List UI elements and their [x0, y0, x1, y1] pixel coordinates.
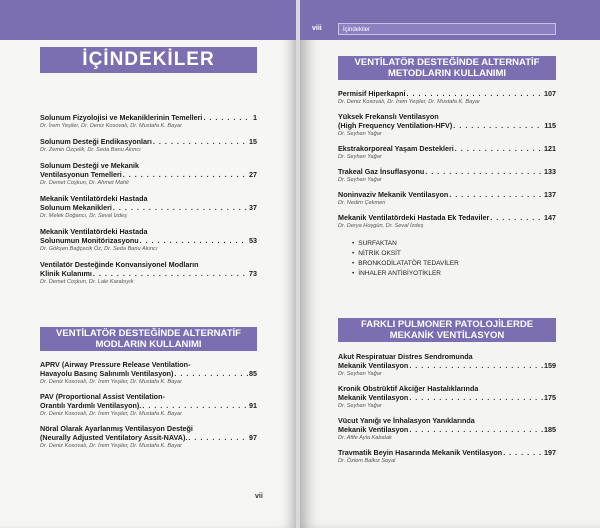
toc-page-number: 27 [249, 170, 257, 179]
toc-page-number: 73 [249, 269, 257, 278]
toc-page-number: 1 [253, 113, 257, 122]
toc-entry-row [40, 170, 257, 179]
dot-leader [503, 448, 543, 457]
toc-entry-row [338, 167, 556, 176]
dot-leader [490, 213, 543, 222]
right-page [300, 0, 600, 528]
toc-entry-title: Permisif Hiperkapni [338, 89, 406, 98]
toc-entry [338, 144, 556, 161]
toc-entry-row [338, 361, 556, 370]
toc-entry-title: APRV (Airway Pressure Release Ventilation- [40, 360, 191, 369]
toc-entry [338, 89, 556, 106]
toc-entry-authors: Dr. Deniz Kosovalı, Dr. İrem Yeşiler, Dr. Mustafa K. Bayar [40, 411, 182, 417]
toc-entry-row [40, 433, 257, 442]
toc-list [40, 113, 257, 293]
toc-entry-authors: Dr. Deniz Kosovalı, Dr. İrem Yeşiler, Dr. Mustafa K. Bayar [40, 379, 182, 385]
toc-entry [338, 213, 556, 230]
dot-leader [453, 121, 543, 130]
toc-entry-row [338, 190, 556, 199]
toc-page-number: 137 [544, 190, 556, 199]
toc-entry-title: Mekanik Ventilasyon [338, 361, 409, 370]
toc-entry-title: (High Frequency Ventilation-HFV) [338, 121, 453, 130]
dot-leader [203, 113, 252, 122]
toc-entry [338, 384, 556, 410]
toc-page-number: 133 [544, 167, 556, 176]
bullet-item: • SURFAKTAN [352, 239, 552, 249]
toc-entry [338, 352, 556, 378]
toc-entry-row [338, 89, 556, 98]
toc-page-number: 159 [544, 361, 556, 370]
toc-entry-title: Akut Respiratuar Distres Sendromunda [338, 352, 473, 361]
toc-entry-title: Solunum Desteği ve Mekanik [40, 161, 140, 170]
toc-entry-title: Kronik Obstrüktif Akciğer Hastalıklarında [338, 384, 479, 393]
toc-entry-title: Ventilatör Desteğinde Konvansiyonel Modların [40, 260, 199, 269]
toc-list [338, 89, 556, 236]
toc-entry-title: Solunum Mekanikleri [40, 203, 112, 212]
toc-entry-title: (Neurally Adjusted Ventilatory Assit-NAVA). [40, 433, 188, 442]
toc-entry-authors: Dr. Özlem Balkız Soyal [338, 458, 396, 464]
bullet-item: • BRONKODİLATATÖR TEDAVİLER [352, 259, 552, 269]
toc-entry [40, 424, 257, 450]
section-heading-line1: VENTİLATÖR DESTEĞİNDE ALTERNATİF [56, 328, 241, 339]
toc-entry-title: Klinik Kulanımı [40, 269, 92, 278]
toc-entry-row [338, 144, 556, 153]
toc-entry-title: Mekanik Ventilatördeki Hastada [40, 227, 148, 236]
toc-entry [40, 194, 257, 220]
toc-entry-title: Vücut Yanığı ve İnhalasyon Yanıklarında [338, 416, 475, 425]
page-title: İÇİNDEKİLER [40, 47, 257, 73]
toc-page-number: 15 [249, 137, 257, 146]
toc-entry-title: Orantılı Yardımlı Ventilasyon). [40, 401, 142, 410]
toc-entry-title: Trakeal Gaz İnsuflasyonu [338, 167, 425, 176]
toc-page-number: 85 [249, 369, 257, 378]
bullet-item: • İNHALER ANTİBİYOTİKLER [352, 269, 552, 279]
toc-entry-row [338, 448, 556, 457]
toc-entry-title: Yüksek Frekanslı Ventilasyon [338, 112, 439, 121]
toc-entry-title: Solunumun Monitörizasyonu [40, 236, 139, 245]
section-heading-line2: METODLARIN KULLANIMI [387, 68, 507, 79]
toc-entry-title: PAV (Proportional Assist Ventilation- [40, 392, 165, 401]
dot-leader [153, 137, 248, 146]
running-header: İçindekiler [338, 23, 556, 35]
toc-entry-title: Mekanik Ventilasyon [338, 393, 409, 402]
toc-entry-title: Nöral Olarak Ayarlanmış Ventilasyon Desteği [40, 424, 193, 433]
toc-entry-authors: Dr. Zemin Özçelik, Dr. Seda Banu Akıncı [40, 147, 141, 153]
toc-page-number: 197 [544, 448, 556, 457]
toc-entry-authors: Dr. Seyhan Yağar [338, 131, 382, 137]
toc-list [40, 360, 257, 456]
toc-entry [338, 416, 556, 442]
dot-leader [455, 144, 543, 153]
toc-page-number: 37 [249, 203, 257, 212]
toc-entry-authors: Dr. Nedim Çekmen [338, 200, 386, 206]
section-heading-line1: VENTİLATÖR DESTEĞİNDE ALTERNATİF [354, 57, 540, 68]
toc-page-number: 147 [544, 213, 556, 222]
toc-page-number: 97 [249, 433, 257, 442]
toc-entry [40, 113, 257, 130]
header-page-number: viii [312, 25, 322, 32]
toc-entry-authors: Dr. Seyhan Yağar [338, 154, 382, 160]
toc-entry-title: Havayolu Basınç Salınımlı Ventilasyon) [40, 369, 174, 378]
toc-entry-title: Ventilasyonun Temelleri [40, 170, 122, 179]
dot-leader [93, 269, 248, 278]
toc-entry-authors: Dr. Gökşen Bağçecik Öz, Dr. Seda Banu Akıncı [40, 246, 158, 252]
toc-entry [40, 137, 257, 154]
toc-entry-title: Mekanik Ventilatördeki Hastada [40, 194, 148, 203]
toc-entry [338, 448, 556, 465]
toc-entry [338, 112, 556, 138]
toc-page-number: 91 [249, 401, 257, 410]
dot-leader [142, 401, 248, 410]
toc-entry-authors: Dr. Derya Hoşgün, Dr. Seval İzdeş [338, 223, 424, 229]
toc-page-number: 115 [544, 121, 556, 130]
dot-leader [174, 369, 248, 378]
toc-page-number: 175 [544, 393, 556, 402]
dot-leader [188, 433, 248, 442]
toc-entry-row [40, 269, 257, 278]
dot-leader [140, 236, 248, 245]
toc-entry [40, 392, 257, 418]
toc-entry-title: Ekstrakorporeal Yaşam Destekleri [338, 144, 454, 153]
section-heading [338, 318, 556, 342]
toc-entry-title: Noninvaziv Mekanik Ventilasyon [338, 190, 449, 199]
toc-entry-authors: Dr. Demet Coşkun, Dr. Lale Karabıyık [40, 279, 134, 285]
page-number: vii [255, 493, 263, 500]
dot-leader [113, 203, 248, 212]
toc-entry-authors: Dr. İrem Yeşiler, Dr. Deniz Kosovalı, Dr. Mustafa K. Bayar [40, 123, 182, 129]
toc-entry-row [338, 393, 556, 402]
toc-entry [40, 260, 257, 286]
toc-entry-row [338, 121, 556, 130]
toc-entry [338, 167, 556, 184]
section-heading-line2: MODLARIN KULLANIMI [95, 339, 202, 350]
toc-entry-row [40, 203, 257, 212]
dot-leader [407, 89, 543, 98]
toc-entry-row [338, 213, 556, 222]
toc-entry-authors: Dr. Deniz Kosovalı, Dr. İrem Yeşiler, Dr. Mustafa K. Bayar [40, 443, 182, 449]
toc-entry [40, 227, 257, 253]
toc-entry-row [40, 369, 257, 378]
toc-entry-authors: Dr. Seyhan Yağar [338, 177, 382, 183]
dot-leader [123, 170, 248, 179]
toc-entry [338, 190, 556, 207]
section-heading [338, 56, 556, 80]
toc-entry-row [40, 401, 257, 410]
toc-entry-title: Solunum Desteği Endikasyonları [40, 137, 152, 146]
toc-entry-title: Solunum Fizyolojisi ve Mekaniklerinin Temelleri [40, 113, 203, 122]
dot-leader [449, 190, 543, 199]
dot-leader [409, 393, 543, 402]
section-heading-line2: MEKANİK VENTİLASYON [389, 330, 505, 341]
dot-leader [409, 425, 543, 434]
toc-entry-authors: Dr. Demet Coşkun, Dr. Ahmet Mahli [40, 180, 129, 186]
toc-entry [40, 360, 257, 386]
toc-entry-authors: Dr. Deniz Kosovalı, Dr. İrem Yeşiler, Dr. Mustafa K. Bayar [338, 99, 480, 105]
toc-entry [40, 161, 257, 187]
toc-entry-row [40, 137, 257, 146]
toc-page-number: 185 [544, 425, 556, 434]
toc-page-number: 53 [249, 236, 257, 245]
toc-entry-authors: Dr. Afife Ayla Kabalak [338, 435, 392, 441]
toc-entry-row [40, 236, 257, 245]
section-heading [40, 327, 257, 351]
toc-list [338, 352, 556, 471]
dot-leader [425, 167, 543, 176]
left-top-band [0, 0, 296, 40]
toc-entry-row [338, 425, 556, 434]
toc-entry-authors: Dr. Melek Doğancı, Dr. Seval İzdeş [40, 213, 127, 219]
left-page [0, 0, 296, 528]
toc-entry-title: Travmatik Beyin Hasarında Mekanik Ventilasyon [338, 448, 503, 457]
toc-entry-authors: Dr. Seyhan Yağar [338, 371, 382, 377]
bullet-list [338, 239, 552, 279]
toc-entry-title: Mekanik Ventilasyon [338, 425, 409, 434]
toc-entry-title: Mekanik Ventilatördeki Hastada Ek Tedaviler [338, 213, 490, 222]
toc-entry-row [40, 113, 257, 122]
toc-page-number: 107 [544, 89, 556, 98]
dot-leader [409, 361, 543, 370]
toc-page-number: 121 [544, 144, 556, 153]
section-heading-line1: FARKLI PULMONER PATOLOJİLERDE [360, 319, 534, 330]
bullet-item: • NİTRİK OKSİT [352, 249, 552, 259]
toc-entry-authors: Dr. Seyhan Yağar [338, 403, 382, 409]
